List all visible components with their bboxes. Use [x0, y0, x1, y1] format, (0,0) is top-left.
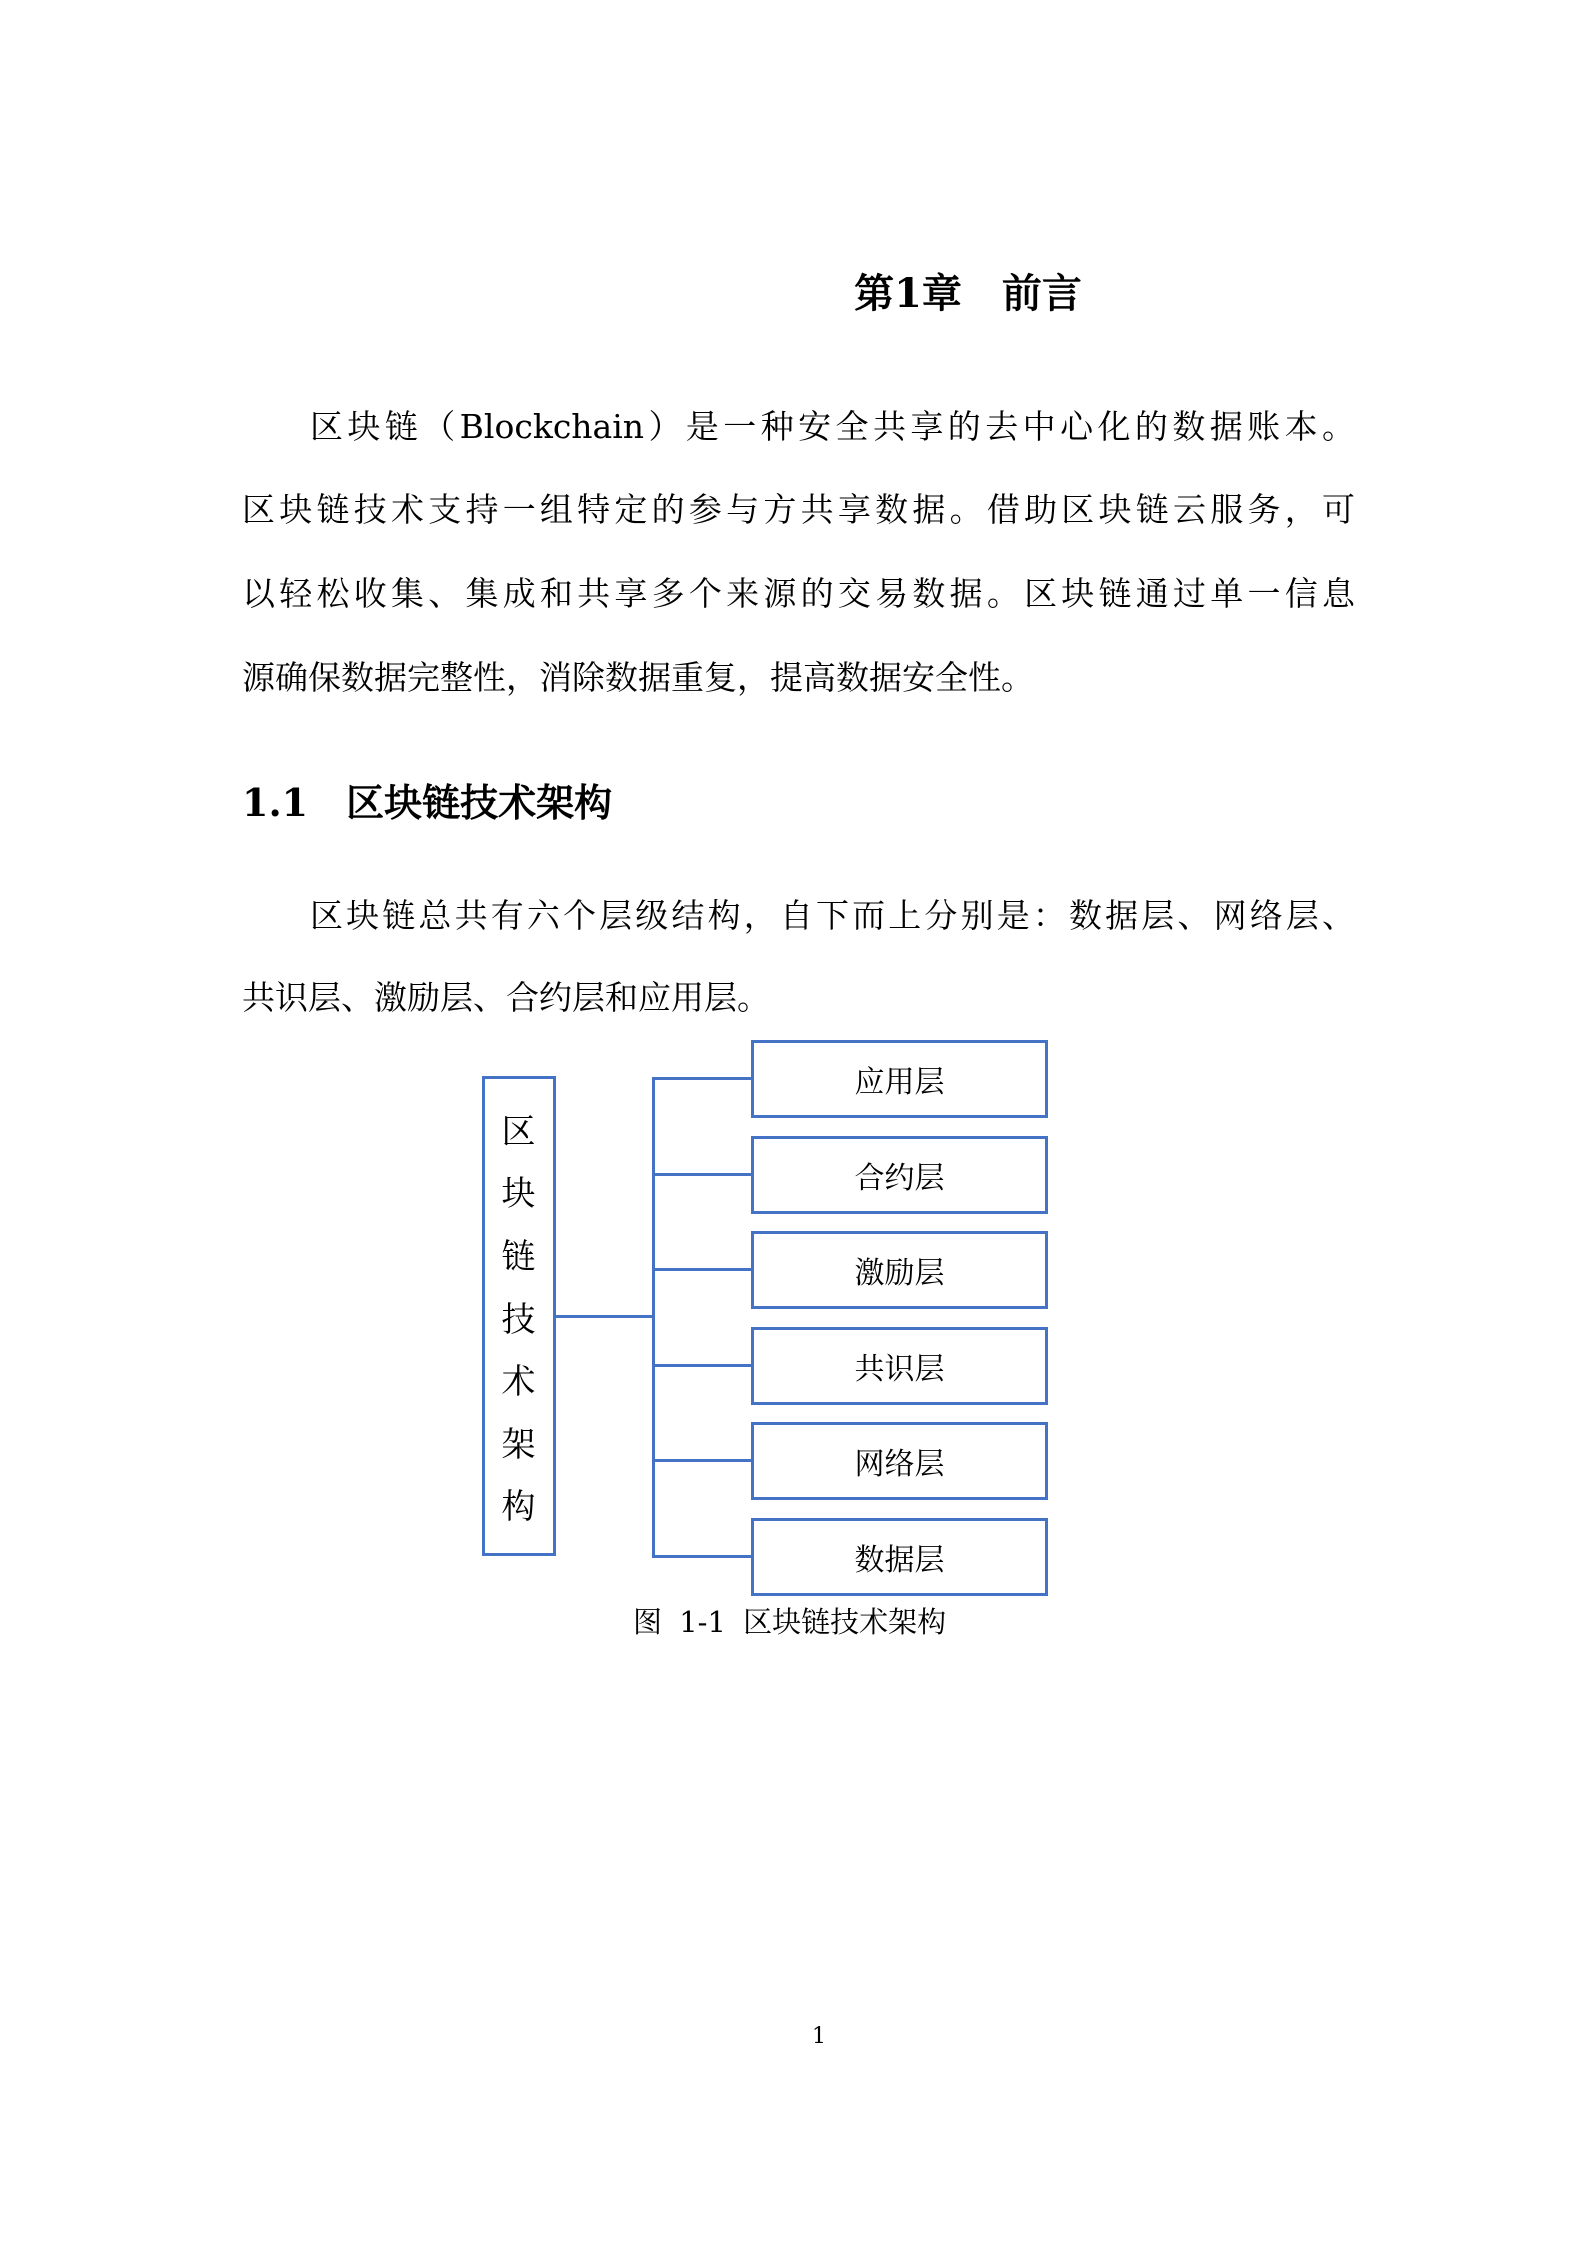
- root-char: 块: [501, 1174, 536, 1214]
- section-line: 区块链总共有六个层级结构，自下而上分别是：数据层、网络层、: [310, 896, 1355, 935]
- layer-box-incentive: 激励层: [751, 1231, 1048, 1309]
- root-char: 构: [501, 1487, 536, 1527]
- branch-line: [652, 1268, 752, 1271]
- trunk-line: [652, 1077, 655, 1558]
- root-char: 架: [501, 1425, 536, 1465]
- branch-line: [652, 1459, 752, 1462]
- root-char: 技: [501, 1300, 536, 1340]
- figure-caption: 图 1-1 区块链技术架构: [633, 1605, 947, 1639]
- root-char: 术: [501, 1362, 536, 1402]
- section-heading: [242, 772, 612, 827]
- layer-box-network: 网络层: [751, 1422, 1048, 1500]
- branch-line: [652, 1364, 752, 1367]
- intro-line: 以轻松收集、集成和共享多个来源的交易数据。区块链通过单一信息: [242, 574, 1355, 613]
- intro-line: 区块链（Blockchain）是一种安全共享的去中心化的数据账本。: [310, 407, 1355, 446]
- section-number: 1.1: [242, 780, 309, 825]
- layer-box-consensus: 共识层: [751, 1327, 1048, 1405]
- connector-line: [555, 1315, 654, 1318]
- branch-line: [652, 1555, 752, 1558]
- intro-line: 源确保数据完整性，消除数据重复，提高数据安全性。: [242, 658, 1034, 697]
- intro-line: 区块链技术支持一组特定的参与方共享数据。借助区块链云服务，可: [242, 490, 1355, 529]
- layer-box-application: 应用层: [751, 1040, 1048, 1118]
- layer-box-contract: 合约层: [751, 1136, 1048, 1214]
- branch-line: [652, 1077, 752, 1080]
- section-line: 共识层、激励层、合约层和应用层。: [242, 978, 770, 1017]
- chapter-title: 第1章 前言: [854, 270, 1082, 317]
- page-number: 1: [812, 2024, 826, 2049]
- section-title: 区块链技术架构: [346, 780, 613, 825]
- branch-line: [652, 1173, 752, 1176]
- root-char: 区: [501, 1112, 536, 1152]
- layer-box-data: 数据层: [751, 1518, 1048, 1596]
- root-char: 链: [501, 1237, 536, 1277]
